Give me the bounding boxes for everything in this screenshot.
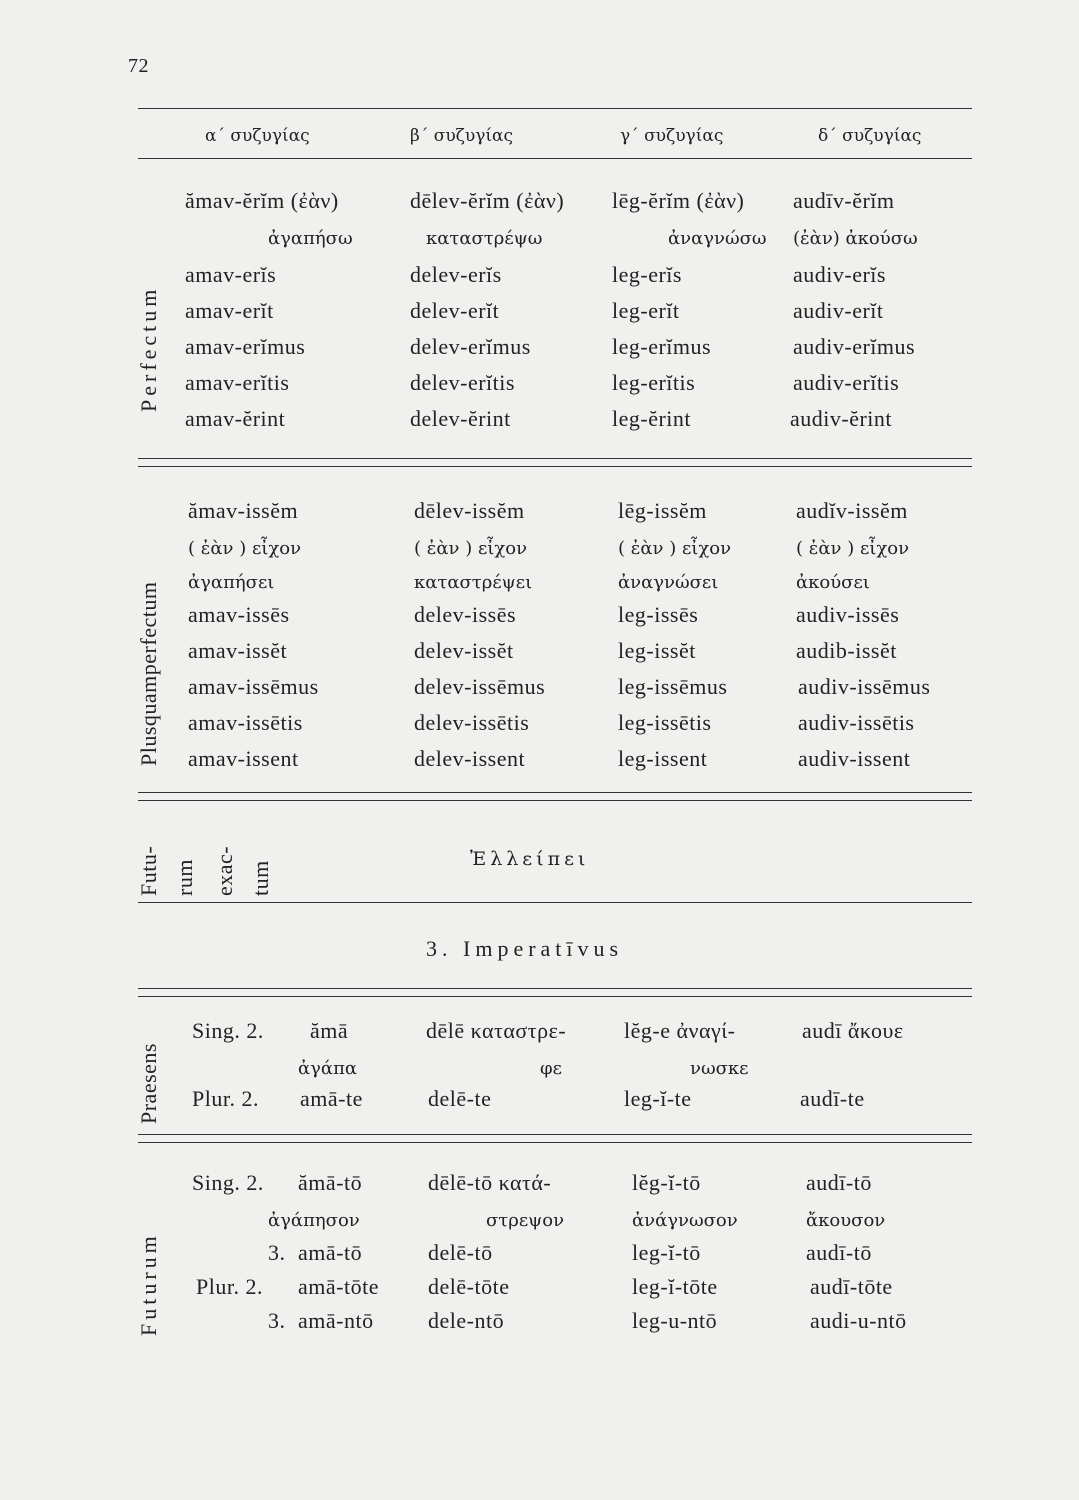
- fut-r5-c3: audi-u-ntō: [810, 1308, 907, 1333]
- fut-sing-greek-c1: στρεψον: [486, 1210, 565, 1231]
- perf-r1-c3: (ἐὰν) ἀκούσω: [793, 228, 918, 249]
- plus-r7-c3: audiv-issent: [798, 746, 911, 771]
- fut-r5-c1: dele-ntō: [428, 1308, 505, 1333]
- plus-r6-c3: audiv-issētis: [798, 710, 915, 735]
- perf-r3-c3: audiv-erĭt: [793, 298, 884, 323]
- perf-r2-c0: amav-erĭs: [185, 262, 277, 287]
- perf-r6-c0: amav-ĕrint: [185, 406, 286, 431]
- perf-r0-c2: lēg-ĕrĭm (ἐὰν): [612, 188, 745, 213]
- perf-r2-c1: delev-erĭs: [410, 262, 502, 287]
- plus-r2-c0: ἀγαπήσει: [188, 572, 275, 593]
- plus-r6-c0: amav-issētis: [188, 710, 303, 735]
- fut-sing-greek-c0: ἀγάπησον: [268, 1210, 360, 1231]
- fut-sing-c1: dēlē-tō κατά-: [428, 1170, 552, 1195]
- header-conj-2: β΄ συζυγίας: [410, 126, 514, 146]
- plus-r6-c1: delev-issētis: [414, 710, 530, 735]
- fut-plur-c2: leg-ĭ-tōte: [632, 1274, 718, 1299]
- fut-plur-c3: audī-tōte: [810, 1274, 893, 1299]
- fut-sing-greek-c2: ἀνάγνωσον: [632, 1210, 738, 1231]
- top-rule: [138, 108, 972, 109]
- perf-r6-c2: leg-ĕrint: [612, 406, 692, 431]
- perf-r6-c1: delev-ĕrint: [410, 406, 511, 431]
- plus-r5-c2: leg-issēmus: [618, 674, 728, 699]
- perf-r5-c0: amav-erĭtis: [185, 370, 290, 395]
- praes-plur-c2: leg-ĭ-te: [624, 1086, 692, 1111]
- rule-before-praesens-2: [138, 996, 972, 997]
- fut-r3-c1: delē-tō: [428, 1240, 493, 1265]
- perf-r3-c0: amav-erĭt: [185, 298, 274, 323]
- plus-r2-c1: καταστρέψει: [414, 572, 533, 593]
- praes-sing-label: Sing. 2.: [192, 1018, 264, 1043]
- praes-sing-c3: audī ἄκουε: [802, 1018, 904, 1043]
- fut-plur-c0: amā-tōte: [298, 1274, 379, 1299]
- plus-r2-c3: ἀκούσει: [796, 572, 870, 593]
- rule-before-futurum: [138, 1134, 972, 1135]
- fut-r3-c3: audī-tō: [806, 1240, 872, 1265]
- perf-r4-c1: delev-erĭmus: [410, 334, 531, 359]
- plus-r0-c3: audĭv-issĕm: [796, 498, 908, 523]
- plus-r2-c2: ἀναγνώσει: [618, 572, 719, 593]
- plus-r0-c2: lēg-issĕm: [618, 498, 707, 523]
- praes-sing-greek-c1: φε: [540, 1058, 562, 1079]
- plus-r3-c0: amav-issēs: [188, 602, 290, 627]
- perf-r1-c0: ἀγαπήσω: [268, 228, 353, 249]
- plusquamperfectum-label: Plusquamperfectum: [136, 581, 161, 766]
- perfectum-label: Perfectum: [136, 285, 161, 412]
- plus-r4-c0: amav-issĕt: [188, 638, 288, 663]
- praes-plur-label: Plur. 2.: [192, 1086, 259, 1111]
- perf-r5-c1: delev-erĭtis: [410, 370, 515, 395]
- praes-sing-c2: lĕg-e ἀναγί-: [624, 1018, 736, 1043]
- rule-before-praesens: [138, 988, 972, 989]
- fut-r3-label: 3.: [268, 1240, 286, 1265]
- praesens-label: Praesens: [136, 1043, 161, 1124]
- header-conj-1: α΄ συζυγίας: [205, 126, 310, 146]
- fut-r3-c2: leg-ĭ-tō: [632, 1240, 701, 1265]
- plus-r4-c2: leg-issĕt: [618, 638, 696, 663]
- fut-r5-label: 3.: [268, 1308, 286, 1333]
- plus-r5-c0: amav-issēmus: [188, 674, 319, 699]
- fut-r3-c0: amā-tō: [298, 1240, 363, 1265]
- plus-r5-c3: audiv-issēmus: [798, 674, 931, 699]
- plus-r6-c2: leg-issētis: [618, 710, 712, 735]
- perf-r4-c0: amav-erĭmus: [185, 334, 306, 359]
- praes-sing-greek-c0: ἀγάπα: [298, 1058, 358, 1079]
- page-number: 72: [128, 55, 149, 77]
- plus-r0-c1: dēlev-issĕm: [414, 498, 525, 523]
- praes-sing-c0: ămā: [310, 1018, 349, 1043]
- futurum-exactum-label-1: Futu-: [136, 845, 161, 896]
- perf-r2-c3: audiv-erĭs: [793, 262, 886, 287]
- perf-r1-c1: καταστρέψω: [426, 228, 543, 249]
- futurum-exactum-label-2: rum: [172, 859, 197, 896]
- rule-after-perfectum: [138, 458, 972, 459]
- header-rule: [138, 158, 972, 159]
- praes-sing-c1: dēlē καταστρε-: [426, 1018, 567, 1043]
- fut-sing-c0: ămā-tō: [298, 1170, 363, 1195]
- plus-r1-c0: ( ἐὰν ) εἶχον: [188, 538, 302, 559]
- futurum-label: Futurum: [136, 1232, 161, 1336]
- perf-r2-c2: leg-erĭs: [612, 262, 682, 287]
- plus-r4-c1: delev-issĕt: [414, 638, 514, 663]
- rule-after-plusquam: [138, 792, 972, 793]
- perf-r3-c2: leg-erĭt: [612, 298, 680, 323]
- plus-r7-c0: amav-issent: [188, 746, 299, 771]
- plus-r3-c2: leg-issēs: [618, 602, 699, 627]
- fut-plur-c1: delē-tōte: [428, 1274, 510, 1299]
- imperativus-title: 3. Imperatīvus: [426, 936, 624, 961]
- praes-plur-c0: amā-te: [300, 1086, 363, 1111]
- fut-plur-label: Plur. 2.: [196, 1274, 263, 1299]
- perf-r0-c0: ămav-ĕrĭm (ἐὰν): [185, 188, 339, 213]
- praes-plur-c3: audī-te: [800, 1086, 865, 1111]
- fut-r5-c2: leg-u-ntō: [632, 1308, 718, 1333]
- fut-sing-greek-c3: ἄκουσον: [806, 1210, 886, 1231]
- rule-after-plusquam-2: [138, 800, 972, 801]
- rule-before-futurum-2: [138, 1142, 972, 1143]
- perf-r5-c2: leg-erĭtis: [612, 370, 696, 395]
- praes-sing-greek-c2: νωσκε: [690, 1058, 749, 1079]
- perf-r0-c3: audīv-ĕrĭm: [793, 188, 895, 213]
- futurum-exactum-label-3: exac-: [212, 845, 237, 896]
- praes-plur-c1: delē-te: [428, 1086, 492, 1111]
- perf-r3-c1: delev-erĭt: [410, 298, 500, 323]
- plus-r1-c2: ( ἐὰν ) εἶχον: [618, 538, 732, 559]
- perf-r4-c3: audiv-erĭmus: [793, 334, 916, 359]
- header-conj-3: γ΄ συζυγίας: [620, 126, 724, 146]
- perf-r0-c1: dēlev-ĕrĭm (ἐὰν): [410, 188, 565, 213]
- header-conj-4: δ΄ συζυγίας: [818, 126, 922, 146]
- plus-r4-c3: audib-issĕt: [796, 638, 897, 663]
- plus-r3-c1: delev-issēs: [414, 602, 517, 627]
- plus-r7-c1: delev-issent: [414, 746, 526, 771]
- rule-after-futurum-exactum: [138, 902, 972, 903]
- perf-r5-c3: audiv-erĭtis: [793, 370, 900, 395]
- fut-sing-label: Sing. 2.: [192, 1170, 264, 1195]
- perf-r4-c2: leg-erĭmus: [612, 334, 712, 359]
- futurum-exactum-label-4: tum: [248, 860, 273, 896]
- plus-r7-c2: leg-issent: [618, 746, 708, 771]
- rule-after-perfectum-2: [138, 466, 972, 467]
- plus-r1-c3: ( ἐὰν ) εἶχον: [796, 538, 910, 559]
- perf-r6-c3: audiv-ĕrint: [790, 406, 893, 431]
- plus-r0-c0: ămav-issĕm: [188, 498, 299, 523]
- plus-r1-c1: ( ἐὰν ) εἶχον: [414, 538, 528, 559]
- plus-r5-c1: delev-issēmus: [414, 674, 546, 699]
- deficient-text: Ἐλλείπει: [470, 848, 590, 870]
- plus-r3-c3: audiv-issēs: [796, 602, 900, 627]
- fut-sing-c2: lĕg-ĭ-tō: [632, 1170, 701, 1195]
- fut-r5-c0: amā-ntō: [298, 1308, 374, 1333]
- perf-r1-c2: ἀναγνώσω: [668, 228, 767, 249]
- fut-sing-c3: audī-tō: [806, 1170, 872, 1195]
